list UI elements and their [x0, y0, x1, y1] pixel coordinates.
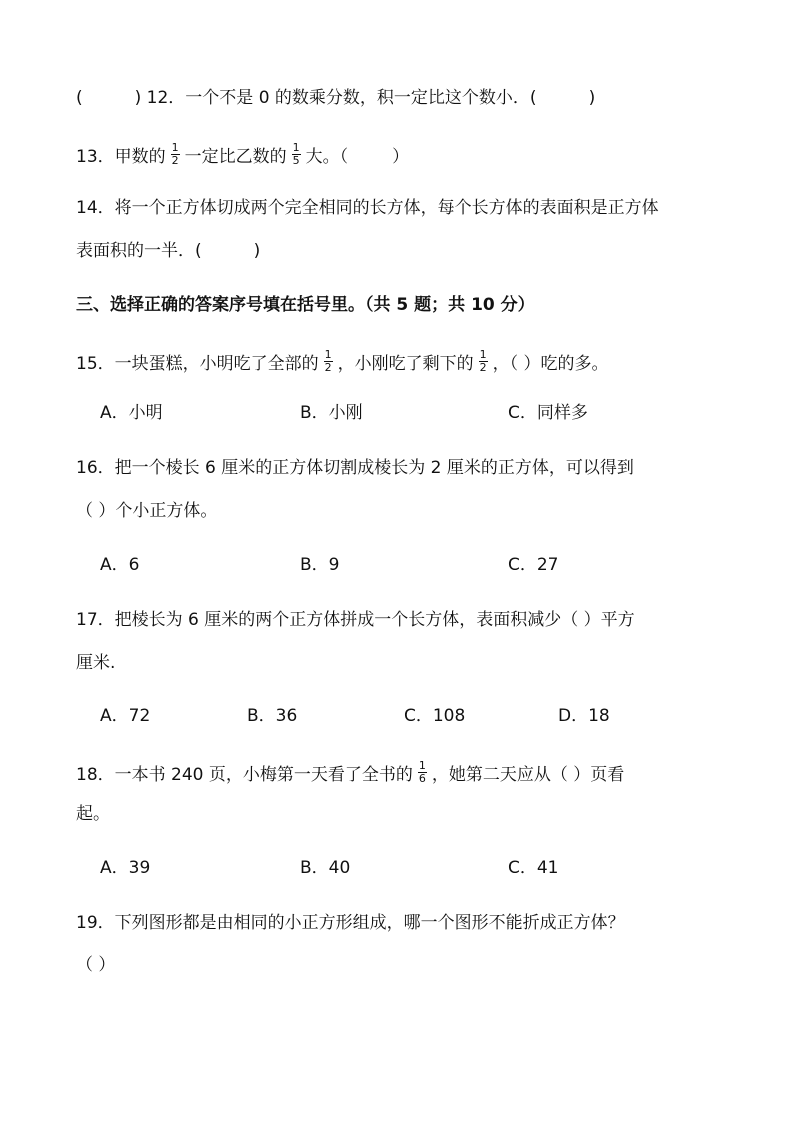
q13-text-b: 一定比乙数的 [184, 147, 287, 168]
q17-option-b[interactable]: B．36 [247, 706, 298, 726]
q15-text-c: ，（ ）吃的多。 [492, 354, 609, 375]
q14-end-paren: ) [253, 241, 261, 261]
fraction-denominator: 6 [418, 771, 426, 785]
q16-option-a[interactable]: A．6 [100, 555, 140, 575]
q18-text-b: ，她第二天应从（ ）页看 [431, 765, 625, 786]
question-17-line-1: 17．把棱长为 6 厘米的两个正方体拼成一个长方体，表面积减少（ ）平方 [76, 610, 635, 630]
q15-fraction-1 [324, 349, 333, 373]
q17-option-d[interactable]: D．18 [558, 706, 610, 726]
question-19-line-1: 19．下列图形都是由相同的小正方形组成，哪一个图形不能折成正方体？ [76, 913, 625, 933]
q18-option-c[interactable]: C．41 [508, 858, 559, 878]
fraction-denominator: 2 [479, 360, 487, 374]
fraction-numerator: 1 [171, 141, 179, 154]
q17-option-c[interactable]: C．108 [404, 706, 466, 726]
fraction-denominator: 5 [292, 153, 300, 167]
question-16-line-1: 16．把一个棱长 6 厘米的正方体切割成棱长为 2 厘米的正方体，可以得到 [76, 458, 634, 478]
fraction-denominator: 2 [171, 153, 179, 167]
question-12 [76, 90, 595, 107]
q13-fraction-2 [292, 142, 301, 166]
q15-fraction-2 [479, 349, 488, 373]
q12-text: ) 12．一个不是 0 的数乘分数，积一定比这个数小．( [134, 88, 537, 108]
q13-end-paren: ） [392, 147, 410, 168]
question-13 [76, 141, 410, 169]
q16-option-c[interactable]: C．27 [508, 555, 559, 575]
section-3-heading: 三、选择正确的答案序号填在括号里。（共 5 题；共 10 分） [76, 295, 535, 315]
question-19-line-2: （ ） [76, 955, 116, 975]
question-17-line-2: 厘米. [76, 653, 116, 673]
q18-option-a[interactable]: A．39 [100, 858, 151, 878]
q15-text-b: ，小刚吃了剩下的 [337, 354, 474, 375]
question-18-line-1 [76, 759, 625, 787]
question-18-line-2: 起。 [76, 804, 110, 824]
question-16-line-2: （ ）个小正方体。 [76, 501, 218, 521]
q17-option-a[interactable]: A．72 [100, 706, 151, 726]
fraction-numerator: 1 [324, 348, 332, 361]
q18-fraction [418, 760, 427, 784]
question-14-line-2 [76, 243, 260, 260]
q13-text-a: 13．甲数的 [76, 147, 166, 168]
q18-text-a: 18．一本书 240 页，小梅第一天看了全书的 [76, 765, 413, 786]
question-15 [76, 348, 609, 376]
q16-option-b[interactable]: B．9 [300, 555, 340, 575]
fraction-numerator: 1 [292, 141, 300, 154]
q13-text-c: 大。（ [305, 147, 349, 168]
q15-option-c[interactable]: C．同样多 [508, 403, 588, 423]
q15-option-b[interactable]: B．小刚 [300, 403, 363, 423]
q12-end-paren: ) [588, 88, 596, 108]
q15-option-a[interactable]: A．小明 [100, 403, 163, 423]
fraction-numerator: 1 [479, 348, 487, 361]
q14-text: 表面积的一半．( [76, 241, 202, 261]
q13-fraction-1 [171, 142, 180, 166]
q18-option-b[interactable]: B．40 [300, 858, 351, 878]
fraction-denominator: 2 [324, 360, 332, 374]
question-14-line-1: 14．将一个正方体切成两个完全相同的长方体，每个长方体的表面积是正方体 [76, 198, 659, 218]
fraction-numerator: 1 [418, 759, 426, 772]
q12-open-paren: ( [76, 88, 83, 108]
q15-text-a: 15．一块蛋糕，小明吃了全部的 [76, 354, 319, 375]
